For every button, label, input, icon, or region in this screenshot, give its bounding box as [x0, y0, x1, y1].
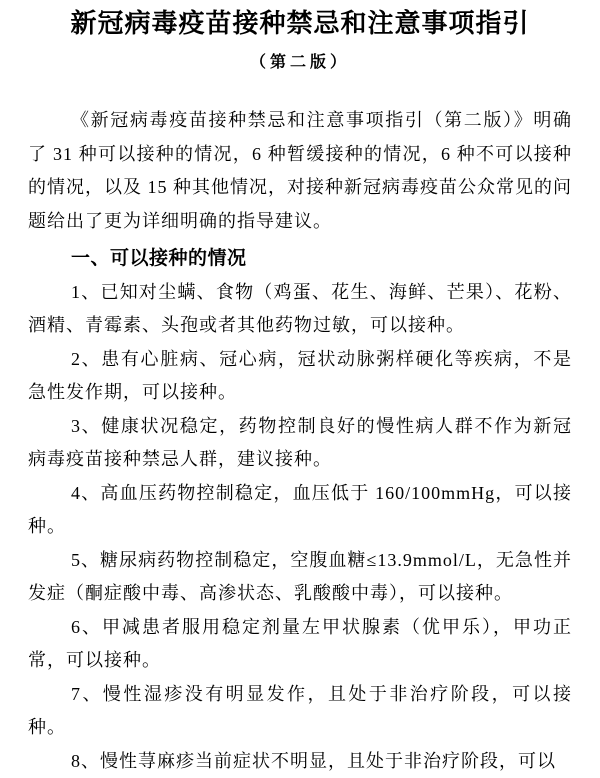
section-heading-can-vaccinate: 一、可以接种的情况 — [28, 242, 572, 276]
document-subtitle: （第二版） — [28, 50, 572, 76]
list-item-1: 1、已知对尘螨、食物（鸡蛋、花生、海鲜、芒果）、花粉、酒精、青霉素、头孢或者其他药物过敏，可以接种。 — [28, 276, 572, 343]
list-item-2: 2、患有心脏病、冠心病，冠状动脉粥样硬化等疾病，不是急性发作期，可以接种。 — [28, 343, 572, 410]
intro-paragraph: 《新冠病毒疫苗接种禁忌和注意事项指引（第二版）》明确了 31 种可以接种的情况，6 种暂缓接种的情况，6 种不可以接种的情况，以及 15 种其他情况，对接种新冠病毒疫苗公众常见的问题给出了更为详细明确的指导建议。 — [28, 104, 572, 238]
list-item-6: 6、甲减患者服用稳定剂量左甲状腺素（优甲乐），甲功正常，可以接种。 — [28, 611, 572, 678]
list-item-5: 5、糖尿病药物控制稳定，空腹血糖≤13.9mmol/L，无急性并发症（酮症酸中毒、高渗状态、乳酸酸中毒），可以接种。 — [28, 544, 572, 611]
document-body — [28, 104, 572, 778]
list-item-8: 8、慢性荨麻疹当前症状不明显，且处于非治疗阶段，可以 — [28, 745, 572, 778]
list-item-4: 4、高血压药物控制稳定，血压低于 160/100mmHg，可以接种。 — [28, 477, 572, 544]
document-title: 新冠病毒疫苗接种禁忌和注意事项指引 — [28, 6, 572, 42]
list-item-7: 7、慢性湿疹没有明显发作，且处于非治疗阶段，可以接种。 — [28, 678, 572, 745]
list-item-3: 3、健康状况稳定，药物控制良好的慢性病人群不作为新冠病毒疫苗接种禁忌人群，建议接种。 — [28, 410, 572, 477]
